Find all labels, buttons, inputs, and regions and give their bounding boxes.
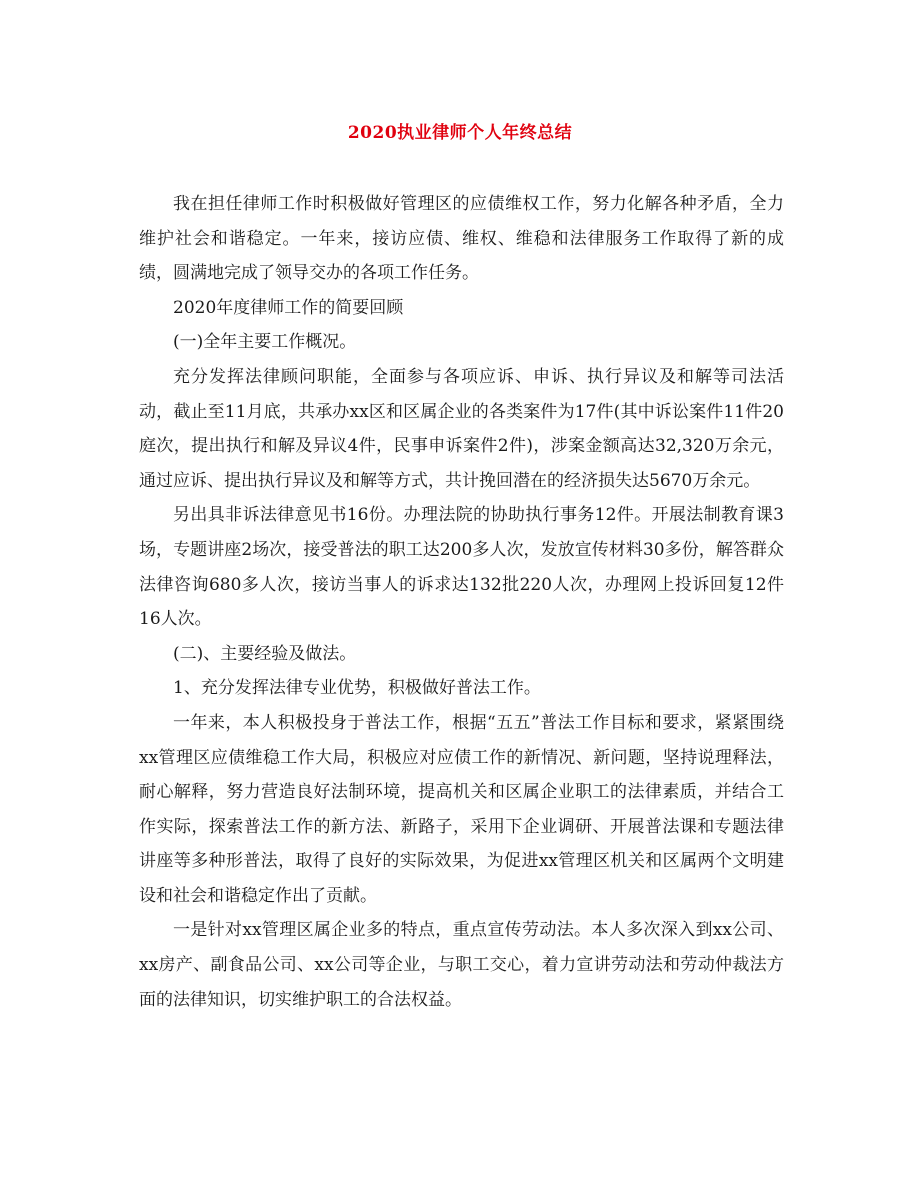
paragraph-section-one-heading: (一)全年主要工作概况。 [173,332,357,353]
paragraph-non-litigation: 另出具非诉法律意见书16份。办理法院的协助执行事务12件。开展法制教育课3场，专题讲座2场次，接受普法的职工达200多人次，发放宣传材料30多份，解答群众法律咨询680多人次，接访当事人的诉求达132批220人次，办理网上投诉回复12件16人次。 [139,505,784,630]
paragraph-point-one-heading: 1、充分发挥法律专业优势，积极做好普法工作。 [173,678,541,699]
document-body [139,187,784,1017]
paragraph-labor-law: 一是针对xx管理区属企业多的特点，重点宣传劳动法。本人多次深入到xx公司、xx房产、副食品公司、xx公司等企业，与职工交心，着力宣讲劳动法和劳动仲裁法方面的法律知识，切实维护职工的合法权益。 [139,920,784,1010]
paragraph-legal-education: 一年来，本人积极投身于普法工作，根据“五五”普法工作目标和要求，紧紧围绕xx管理区应债维稳工作大局，积极应对应债工作的新情况、新问题，坚持说理释法，耐心解释，努力营造良好法制环境，提高机关和区属企业职工的法律素质，并结合工作实际，探索普法工作的新方法、新路子，采用下企业调研、开展普法课和专题法律讲座等多种形普法，取得了良好的实际效果，为促进xx管理区机关和区属两个文明建设和社会和谐稳定作出了贡献。 [139,712,784,906]
paragraph-intro: 我在担任律师工作时积极做好管理区的应债维权工作，努力化解各种矛盾，全力维护社会和谐稳定。一年来，接访应债、维权、维稳和法律服务工作取得了新的成绩，圆满地完成了领导交办的各项工作任务。 [139,194,784,284]
paragraph-cases-summary: 充分发挥法律顾问职能，全面参与各项应诉、申诉、执行异议及和解等司法活动，截止至11月底，共承办xx区和区属企业的各类案件为17件(其中诉讼案件11件20庭次，提出执行和解及异议4件，民事申诉案件2件)，涉案金额高达32,320万余元，通过应诉、提出执行异议及和解等方式，共计挽回潜在的经济损失达5670万余元。 [139,366,784,491]
paragraph-section-two-heading: (二)、主要经验及做法。 [173,643,357,664]
document-title: 2020执业律师个人年终总结 [347,123,573,143]
paragraph-review-heading: 2020年度律师工作的简要回顾 [173,297,404,318]
